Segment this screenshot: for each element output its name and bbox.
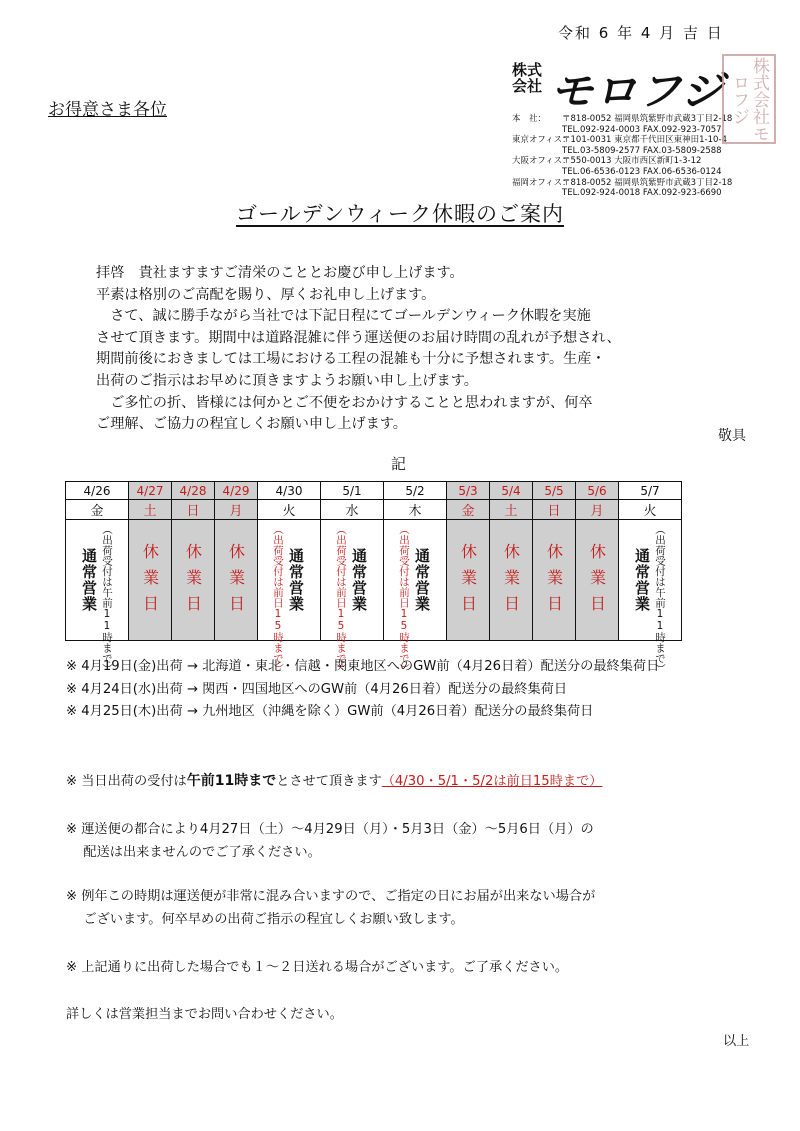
body-line: 期間前後におきましては工場における工程の混雑も十分に予想されます。生産・ <box>96 351 606 368</box>
calendar-weekday: 日 <box>172 500 215 520</box>
same-day-mid: とさせて頂きます <box>276 774 382 789</box>
calendar-business-cell <box>384 520 447 674</box>
calendar-weekday: 金 <box>66 500 129 520</box>
calendar-weekday: 土 <box>490 500 533 520</box>
calendar-date: 5/1 <box>321 482 384 500</box>
business-label: 通常営業 <box>413 548 431 612</box>
calendar-weekday: 火 <box>619 500 682 520</box>
delivery-line: ※ 運送便の都合により4月27日（土）～4月29日（月）・5月3日（金）～5月6日（月）の <box>66 822 594 837</box>
office-label: 東京オフィス： <box>512 135 571 146</box>
end-mark: 以上 <box>723 1034 750 1049</box>
contact-note: 詳しくは営業担当までお問い合わせください。 <box>66 1007 343 1022</box>
calendar-holiday-cell <box>172 520 215 641</box>
company-name: モロフジ <box>550 67 725 115</box>
shipping-cutoff-note: （出荷受付は午前11時まで） <box>654 524 666 674</box>
office-line <box>512 156 774 167</box>
calendar-date: 4/30 <box>258 482 321 500</box>
body-line: 出荷のご指示はお早めに頂きますようお願い申し上げます。 <box>96 372 478 389</box>
holiday-label: 休業日 <box>501 543 521 621</box>
calendar-weekday: 木 <box>384 500 447 520</box>
calendar-weekday: 月 <box>576 500 619 520</box>
congestion-line: ございます。何卒早めの出荷ご指示の程宜しくお願い致します。 <box>66 912 464 927</box>
calendar-date: 5/3 <box>447 482 490 500</box>
congestion-line: ※ 例年この時期は運送便が非常に混み合いますので、ご指定の日にお届が出来ない場合が <box>66 889 596 904</box>
office-label: 福岡オフィス： <box>512 177 571 188</box>
calendar-business-cell <box>66 520 129 674</box>
holiday-label: 休業日 <box>544 543 564 621</box>
calendar-weekday: 日 <box>533 500 576 520</box>
calendar-weekday: 水 <box>321 500 384 520</box>
office-address: 〒101-0031 東京都千代田区東神田1-10-4 <box>562 135 727 146</box>
calendar-date: 5/5 <box>533 482 576 500</box>
calendar-business-cell <box>321 520 384 674</box>
holiday-label: 休業日 <box>183 543 203 621</box>
calendar-weekday: 火 <box>258 500 321 520</box>
body-line: さて、誠に勝手ながら当社では下記日程にてゴールデンウィーク休暇を実施 <box>96 308 591 325</box>
office-phone: TEL.092-924-0018 FAX.092-923-6690 <box>562 188 722 199</box>
deadline-line: ※ 4月25日(木)出荷 → 九州地区（沖縄を除く）GW前（4月26日着）配送分の最終集荷日 <box>66 704 594 720</box>
office-address: 〒550-0013 大阪市西区新町1-3-12 <box>562 156 702 167</box>
calendar-holiday-cell <box>576 520 619 641</box>
calendar-holiday-cell <box>490 520 533 641</box>
calendar-date: 4/28 <box>172 482 215 500</box>
office-address: 〒818-0052 福岡県筑紫野市武蔵3丁目2-18 <box>562 177 733 188</box>
holiday-label: 休業日 <box>140 543 160 621</box>
holiday-label: 休業日 <box>226 543 246 621</box>
office-phone-line <box>512 146 774 157</box>
calendar-holiday-cell <box>447 520 490 641</box>
same-day-prefix: ※ 当日出荷の受付は <box>66 774 187 789</box>
deadline-line: ※ 4月24日(水)出荷 → 関西・四国地区へのGW前（4月26日着）配送分の最終集荷日 <box>66 681 567 697</box>
shipping-cutoff-note: （出荷受付は午前11時まで） <box>101 524 113 674</box>
calendar-date: 4/29 <box>215 482 258 500</box>
office-phone: TEL.06-6536-0123 FAX.06-6536-0124 <box>562 166 722 177</box>
calendar-holiday-cell <box>215 520 258 641</box>
closing-keigu: 敬具 <box>718 428 746 444</box>
body-line: ご多忙の折、皆様には何かとご不便をおかけすることと思われますが、何卒 <box>96 394 593 411</box>
calendar-holiday-cell <box>533 520 576 641</box>
calendar-date: 5/2 <box>384 482 447 500</box>
shipping-cutoff-note: （出荷受付は前日15時まで） <box>398 524 410 674</box>
recipient: お得意さま各位 <box>48 100 167 120</box>
calendar-date: 5/7 <box>619 482 682 500</box>
body-line: 平素は格別のご高配を賜り、厚くお礼申し上げます。 <box>96 286 436 303</box>
title-text: ゴールデンウィーク休暇のご案内 <box>236 202 564 226</box>
office-phone-line <box>512 167 774 178</box>
delivery-line: 配送は出来ませんのでご了承ください。 <box>66 845 321 860</box>
calendar-business-cell <box>619 520 682 674</box>
office-line <box>512 178 774 189</box>
holiday-label: 休業日 <box>587 543 607 621</box>
calendar-date: 4/27 <box>129 482 172 500</box>
holiday-label: 休業日 <box>458 543 478 621</box>
deadline-notes <box>66 656 659 724</box>
company-kabushiki: 株式会社 <box>512 61 543 95</box>
office-phone: TEL.092-924-0003 FAX.092-923-7057 <box>562 124 722 135</box>
same-day-note <box>66 770 602 790</box>
same-day-bold: 午前11時まで <box>186 773 277 789</box>
business-label: 通常営業 <box>80 548 98 612</box>
shipping-cutoff-note: （出荷受付は前日15時まで） <box>272 524 284 674</box>
deadline-line: ※ 4月19日(金)出荷 → 北海道・東北・信越・関東地区へのGW前（4月26日着）配送分の最終集荷日 <box>66 659 660 674</box>
calendar-date: 5/6 <box>576 482 619 500</box>
delay-note: ※ 上記通りに出荷した場合でも１～２日送れる場合がございます。ご了承ください。 <box>66 960 569 975</box>
business-label: 通常営業 <box>633 548 651 612</box>
ki-heading: 記 <box>391 455 407 473</box>
body-line: させて頂きます。期間中は道路混雑に伴う運送便のお届け時間の乱れが予想され、 <box>96 329 621 346</box>
calendar-weekday: 月 <box>215 500 258 520</box>
office-phone: TEL.03-5809-2577 FAX.03-5809-2588 <box>562 145 722 156</box>
company-seal: 株式会社モロフジ <box>722 54 776 144</box>
calendar-date: 5/4 <box>490 482 533 500</box>
same-day-red: （4/30・5/1・5/2は前日15時まで） <box>381 774 603 789</box>
business-label: 通常営業 <box>350 548 368 612</box>
calendar-holiday-cell <box>129 520 172 641</box>
body-line: ご理解、ご協力の程宜しくお願い申し上げます。 <box>96 416 407 433</box>
office-label: 本 社： <box>512 114 547 124</box>
business-label: 通常営業 <box>287 548 305 612</box>
page-title <box>0 198 800 228</box>
calendar-weekday: 金 <box>447 500 490 520</box>
shipping-cutoff-note: （出荷受付は前日15時まで） <box>335 524 347 674</box>
issue-date: 令和 6 年 4 月 吉 日 <box>558 24 724 42</box>
office-address: 〒818-0052 福岡県筑紫野市武蔵3丁目2-18 <box>562 114 733 124</box>
congestion-note <box>66 885 595 931</box>
office-label: 大阪オフィス： <box>512 156 571 167</box>
delivery-note <box>66 818 594 864</box>
body-line: 拝啓 貴社ますますご清栄のこととお慶び申し上げます。 <box>96 265 464 281</box>
company-block <box>512 58 774 199</box>
calendar-weekday: 土 <box>129 500 172 520</box>
letter-body <box>96 263 621 436</box>
calendar-business-cell <box>258 520 321 674</box>
calendar-date: 4/26 <box>66 482 129 500</box>
